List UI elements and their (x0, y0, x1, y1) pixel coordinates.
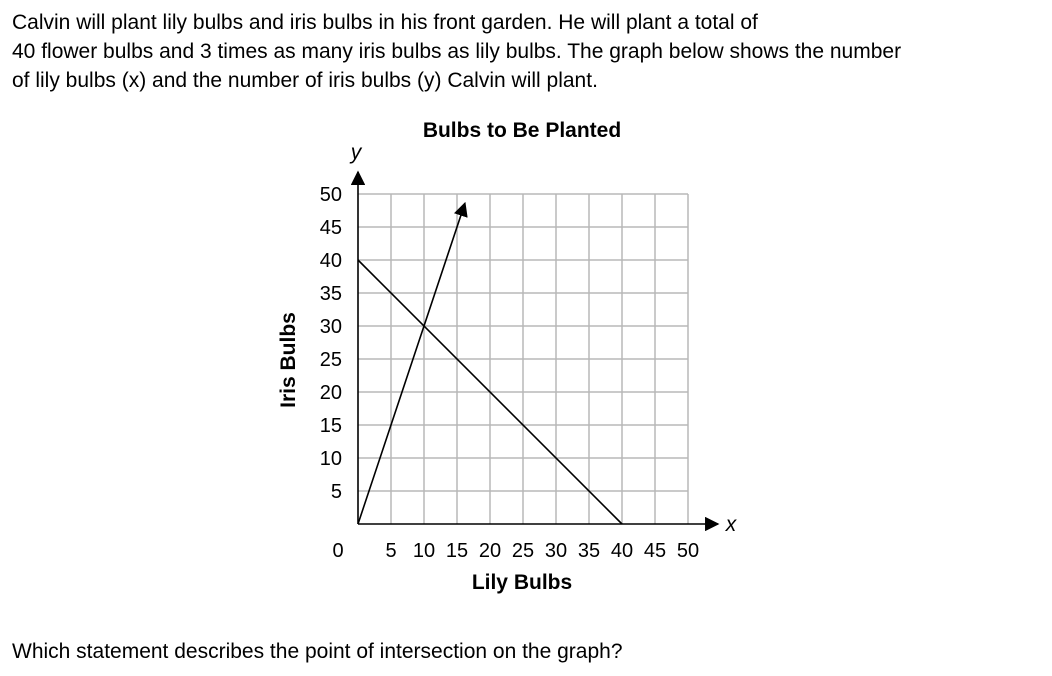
problem-line-1: Calvin will plant lily bulbs and iris bulbs in his front garden. He will plant a total of (12, 11, 758, 34)
y-tick-label: 20 (319, 382, 342, 404)
x-tick-label: 10 (412, 540, 436, 562)
x-axis-label: Lily Bulbs (471, 571, 573, 594)
y-tick-label: 45 (319, 217, 342, 239)
y-tick-label: 30 (319, 316, 342, 338)
series-line-2 (358, 203, 465, 524)
y-axis-label: Iris Bulbs (277, 312, 300, 408)
y-tick-label: 15 (319, 415, 342, 437)
y-axis-variable: y (350, 141, 362, 164)
x-axis-variable: x (725, 513, 737, 536)
y-tick-label: 35 (319, 283, 342, 305)
x-tick-label: 50 (676, 540, 700, 562)
chart-grid (358, 194, 688, 524)
y-tick-label: 25 (319, 349, 342, 371)
x-tick-label: 35 (577, 540, 601, 562)
x-tick-label: 40 (610, 540, 634, 562)
chart-axes (358, 172, 718, 524)
x-tick-label: 45 (643, 540, 667, 562)
y-tick-label: 10 (319, 448, 342, 470)
x-tick-label: 20 (478, 540, 502, 562)
problem-line-3: of lily bulbs (x) and the number of iris bulbs (y) Calvin will plant. (12, 69, 598, 92)
x-tick-label: 25 (511, 540, 535, 562)
chart-ticks (320, 184, 699, 562)
y-tick-label: 40 (319, 250, 342, 272)
question-text: Which statement describes the point of intersection on the graph? (12, 640, 623, 663)
x-tick-label: 30 (544, 540, 568, 562)
x-tick-label: 15 (445, 540, 469, 562)
origin-label: 0 (332, 540, 344, 562)
x-tick-label: 5 (385, 540, 397, 562)
problem-line-2: 40 flower bulbs and 3 times as many iris bulbs as lily bulbs. The graph below shows the number (12, 40, 902, 63)
chart-title: Bulbs to Be Planted (422, 119, 622, 142)
y-tick-label: 5 (330, 481, 342, 503)
y-tick-label: 50 (319, 184, 342, 206)
